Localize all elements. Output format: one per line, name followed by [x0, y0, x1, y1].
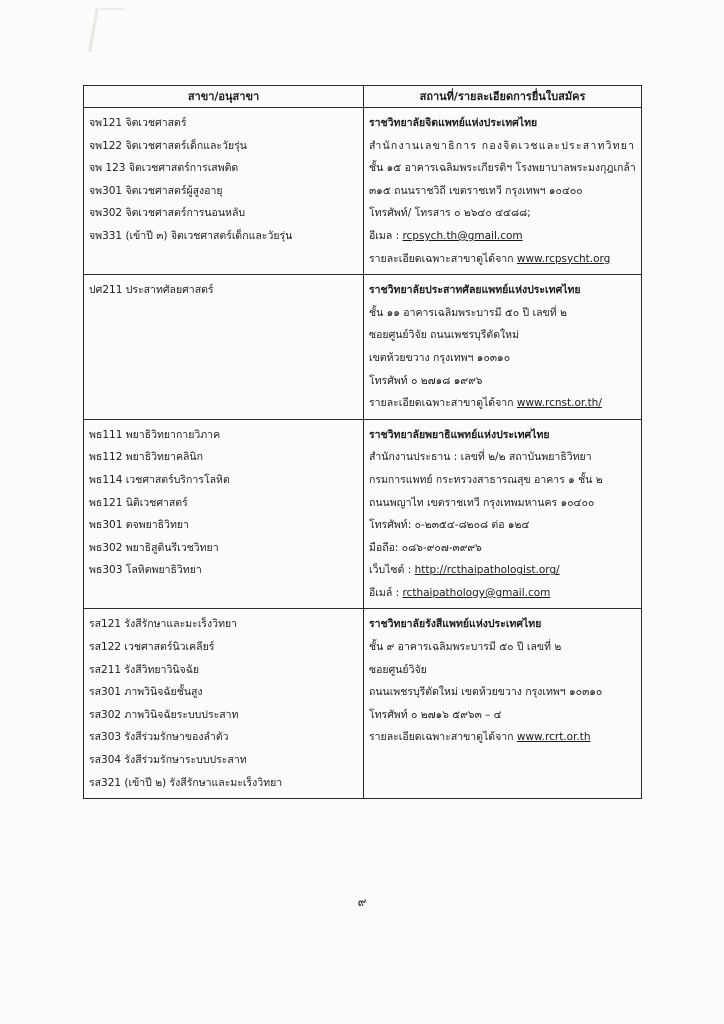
email-line [369, 225, 641, 248]
table-row [84, 275, 642, 420]
branch-item: ปศ211 ประสาทศัลยศาสตร์ [89, 284, 214, 297]
location-cell [364, 609, 642, 799]
email-link[interactable]: rcthaipathology@gmail.com [402, 586, 551, 599]
table-header-row [84, 86, 642, 108]
location-cell [364, 419, 642, 609]
college-name: ราชวิทยาลัยจิตแพทย์แห่งประเทศไทย [369, 117, 538, 129]
branch-item: พธ112 พยาธิวิทยาคลินิก [89, 451, 203, 464]
table-row [84, 108, 642, 275]
branch-item: พธ301 ตจพยาธิวิทยา [89, 519, 189, 532]
branch-item: จพ301 จิตเวชศาสตร์ผู้สูงอายุ [89, 184, 223, 197]
web-link[interactable]: www.rcpsycht.org [516, 252, 611, 265]
web-label: รายละเอียดเฉพาะสาขาดูได้จาก [369, 397, 517, 410]
scan-mark [88, 8, 125, 52]
detail-line: ชั้น ๑๕ อาคารเฉลิมพระเกียรติฯ โรงพยาบาลพระมงกุฎเกล้า [369, 162, 636, 175]
email-line [369, 582, 641, 605]
website-link[interactable]: http://rcthaipathologist.org/ [414, 564, 560, 577]
branch-item: จพ122 จิตเวชศาสตร์เด็กและวัยรุ่น [89, 139, 247, 152]
branch-item: จพ121 จิตเวชศาสตร์ [89, 117, 187, 129]
branch-item: รส304 รังสีร่วมรักษาระบบประสาท [89, 754, 247, 767]
branch-item: พธ111 พยาธิวิทยากายวิภาค [89, 428, 221, 441]
web-label: รายละเอียดเฉพาะสาขาดูได้จาก [369, 731, 517, 744]
detail-line: เขตห้วยขวาง กรุงเทพฯ ๑๐๓๑๐ [369, 351, 511, 364]
detail-line: โทรศัพท์ ๐ ๒๗๑๘ ๑๙๙๖ [369, 374, 483, 387]
branch-item: พธ302 พยาธิสูตินรีเวชวิทยา [89, 541, 219, 554]
branch-item: รส121 รังสีรักษาและมะเร็งวิทยา [89, 618, 238, 631]
detail-line: โทรศัพท์ ๐ ๒๗๑๖ ๕๙๖๓ – ๔ [369, 708, 502, 721]
web-line [369, 726, 641, 749]
email-label: อีเมล์ : [369, 586, 403, 599]
college-name: ราชวิทยาลัยรังสีแพทย์แห่งประเทศไทย [369, 618, 542, 631]
branch-item: จพ 123 จิตเวชศาสตร์การเสพติด [89, 162, 239, 175]
email-link[interactable]: rcpsych.th@gmail.com [402, 229, 523, 242]
branch-item: รส321 (เข้าปี ๒) รังสีรักษาและมะเร็งวิทยา [89, 776, 283, 789]
detail-line: ชั้น ๑๑ อาคารเฉลิมพระบารมี ๕๐ ปี เลขที่ ๒ [369, 306, 567, 319]
web-label: รายละเอียดเฉพาะสาขาดูได้จาก [369, 252, 517, 265]
detail-line: สำนักงานประธาน : เลขที่ ๒/๒ สถาบันพยาธิวิทยา [369, 451, 592, 464]
branch-item: พธ303 โลหิตพยาธิวิทยา [89, 564, 202, 577]
detail-line: โทรศัพท์: ๐-๒๓๕๔-๘๒๐๘ ต่อ ๑๒๔ [369, 519, 530, 532]
header-branch: สาขา/อนุสาขา [84, 86, 364, 108]
detail-line: มือถือ: ๐๘๖-๙๐๗-๓๙๙๖ [369, 541, 482, 554]
detail-line: ซอยศูนย์วิจัย ถนนเพชรบุรีตัดใหม่ [369, 329, 520, 342]
branch-item: รส302 ภาพวินิจฉัยระบบประสาท [89, 708, 239, 721]
detail-line: กรมการแพทย์ กระทรวงสาธารณสุข อาคาร ๑ ชั้น ๒ [369, 473, 603, 486]
web-link[interactable]: www.rcnst.or.th/ [516, 397, 602, 410]
branch-item: จพ302 จิตเวชศาสตร์การนอนหลับ [89, 207, 246, 220]
website-label: เว็บไซต์ : [369, 564, 415, 577]
detail-line: ซอยศูนย์วิจัย [369, 663, 427, 676]
detail-line: ถนนพญาไท เขตราชเทวี กรุงเทพมหานคร ๑๐๔๐๐ [369, 496, 595, 509]
branch-cell [84, 609, 364, 799]
branch-item: รส122 เวชศาสตร์นิวเคลียร์ [89, 641, 215, 654]
branch-cell [84, 275, 364, 420]
table-row [84, 419, 642, 609]
header-location: สถานที่/รายละเอียดการยื่นใบสมัคร [364, 86, 642, 108]
detail-line: ชั้น ๙ อาคารเฉลิมพระบารมี ๕๐ ปี เลขที่ ๒ [369, 641, 562, 654]
college-name: ราชวิทยาลัยประสาทศัลยแพทย์แห่งประเทศไทย [369, 284, 581, 297]
branch-item: พธ114 เวชศาสตร์บริการโลหิต [89, 473, 230, 486]
branch-item: จพ331 (เข้าปี ๓) จิตเวชศาสตร์เด็กและวัยรุ่น [89, 229, 293, 242]
branch-cell [84, 419, 364, 609]
location-cell [364, 108, 642, 275]
college-name: ราชวิทยาลัยพยาธิแพทย์แห่งประเทศไทย [369, 428, 550, 441]
branch-cell [84, 108, 364, 275]
location-cell [364, 275, 642, 420]
branch-item: พธ121 นิติเวชศาสตร์ [89, 496, 188, 509]
detail-line: สำนักงานเลขาธิการ กองจิตเวชและประสาทวิทยา [369, 139, 636, 152]
email-label: อีเมล : [369, 229, 403, 242]
application-info-table [83, 85, 642, 799]
table-row [84, 609, 642, 799]
page-number: ๙ [357, 895, 367, 909]
detail-line: ถนนเพชรบุรีตัดใหม่ เขตห้วยขวาง กรุงเทพฯ ๑๐๓๑๐ [369, 686, 603, 699]
detail-line: โทรศัพท์/ โทรสาร ๐ ๒๖๔๐ ๔๔๘๘; [369, 207, 531, 220]
web-line [369, 248, 641, 271]
web-link[interactable]: www.rcrt.or.th [516, 731, 591, 744]
branch-item: รส301 ภาพวินิจฉัยชั้นสูง [89, 686, 203, 699]
web-line [369, 392, 641, 415]
branch-item: รส211 รังสีวิทยาวินิจฉัย [89, 663, 199, 676]
detail-line: ๓๑๕ ถนนราชวิถี เขตราชเทวี กรุงเทพฯ ๑๐๔๐๐ [369, 184, 583, 197]
branch-item: รส303 รังสีร่วมรักษาของลำตัว [89, 731, 229, 744]
website-line [369, 559, 641, 582]
